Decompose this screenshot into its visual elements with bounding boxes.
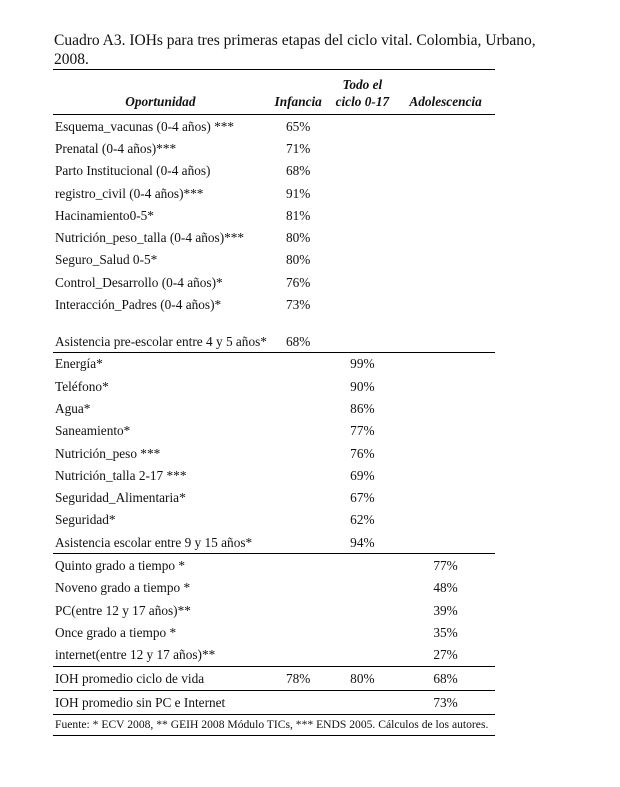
table-row [53, 644, 495, 667]
summary-label: IOH promedio ciclo de vida [55, 670, 205, 686]
row-label: Parto Institucional (0-4 años) [55, 163, 211, 179]
table-row [53, 160, 495, 182]
infancia-value: 71% [286, 140, 311, 156]
summary-label: IOH promedio sin PC e Internet [55, 694, 226, 710]
row-label: Teléfono* [55, 378, 109, 394]
table-row [53, 554, 495, 577]
header-todo-ciclo [329, 70, 397, 115]
infancia-value: 65% [286, 118, 311, 134]
footnote: Fuente: * ECV 2008, ** GEIH 2008 Módulo TICs, *** ENDS 2005. Cálculos de los autores. [55, 717, 489, 731]
row-label: Noveno grado a tiempo * [55, 580, 191, 596]
row-label: Nutrición_peso *** [55, 445, 161, 461]
table-row [53, 397, 495, 419]
summary-adolescencia-value: 73% [433, 694, 458, 710]
group-infancia [53, 115, 495, 353]
table-row [53, 464, 495, 486]
infancia-value: 80% [286, 230, 311, 246]
table-row [53, 204, 495, 226]
row-label: Agua* [55, 400, 91, 416]
table-row [53, 182, 495, 204]
footnote-row [53, 714, 495, 735]
row-label: Seguro_Salud 0-5* [55, 252, 158, 268]
header-infancia: Infancia [274, 94, 322, 109]
row-label: Asistencia pre-escolar entre 4 y 5 años* [55, 333, 267, 349]
row-label: Quinto grado a tiempo * [55, 557, 185, 573]
table-row [53, 226, 495, 248]
table-row [53, 577, 495, 599]
header-oportunidad: Oportunidad [125, 94, 196, 109]
row-label: registro_civil (0-4 años)*** [55, 185, 204, 201]
ciclo-value: 69% [350, 467, 375, 483]
ciclo-value: 77% [350, 423, 375, 439]
ciclo-value: 62% [350, 512, 375, 528]
table-row [53, 316, 495, 353]
ciclo-value: 94% [350, 534, 375, 550]
row-label: Control_Desarrollo (0-4 años)* [55, 274, 223, 290]
ciclo-value: 90% [350, 378, 375, 394]
summary-infancia-value: 78% [286, 670, 311, 686]
header-todo-line2: ciclo 0-17 [335, 94, 390, 109]
ciclo-value: 86% [350, 400, 375, 416]
ciclo-value: 99% [350, 356, 375, 372]
table-row [53, 509, 495, 531]
row-label: Esquema_vacunas (0-4 años) *** [55, 118, 235, 134]
table-row [53, 420, 495, 442]
table-row [53, 115, 495, 138]
row-label: Nutrición_talla 2-17 *** [55, 467, 187, 483]
group-adolescencia [53, 554, 495, 666]
header-todo-line1: Todo el [342, 77, 383, 92]
table-row [53, 293, 495, 315]
table-row [53, 249, 495, 271]
table-row [53, 137, 495, 159]
summary-adolescencia-value: 68% [433, 670, 458, 686]
row-label: Once grado a tiempo * [55, 624, 177, 640]
row-label: Seguridad* [55, 512, 116, 528]
table-row [53, 271, 495, 293]
row-label: Asistencia escolar entre 9 y 15 años* [55, 534, 253, 550]
table-caption: Cuadro A3. IOHs para tres primeras etapas del ciclo vital. Colombia, Urbano, 2008. [54, 32, 536, 68]
row-label: Energía* [55, 356, 103, 372]
table-row [53, 486, 495, 508]
infancia-value: 76% [286, 274, 311, 290]
infancia-value: 68% [286, 163, 311, 179]
adolescencia-value: 27% [433, 647, 458, 663]
adolescencia-value: 35% [433, 624, 458, 640]
ciclo-value: 76% [350, 445, 375, 461]
group-summary [53, 666, 495, 714]
summary-ciclo-value: 80% [350, 670, 375, 686]
row-label: internet(entre 12 y 17 años)** [55, 647, 216, 663]
header-adolescencia: Adolescencia [409, 94, 482, 109]
table-row [53, 442, 495, 464]
row-label: PC(entre 12 y 17 años)** [55, 602, 191, 618]
summary-row-sin-pc [53, 690, 495, 714]
adolescencia-value: 77% [433, 557, 458, 573]
ciclo-value: 67% [350, 490, 375, 506]
table-row [53, 531, 495, 554]
header-row [53, 70, 495, 115]
table-row [53, 352, 495, 375]
infancia-value: 68% [286, 333, 311, 349]
infancia-value: 73% [286, 297, 311, 313]
row-label: Prenatal (0-4 años)*** [55, 140, 177, 156]
table-row [53, 375, 495, 397]
group-ciclo [53, 352, 495, 554]
row-label: Seguridad_Alimentaria* [55, 490, 186, 506]
row-label: Nutrición_peso_talla (0-4 años)*** [55, 230, 245, 246]
table-row [53, 599, 495, 621]
adolescencia-value: 39% [433, 602, 458, 618]
row-label: Hacinamiento0-5* [55, 207, 154, 223]
row-label: Saneamiento* [55, 423, 131, 439]
infancia-value: 91% [286, 185, 311, 201]
summary-row-promedio [53, 666, 495, 690]
infancia-value: 80% [286, 252, 311, 268]
adolescencia-value: 48% [433, 580, 458, 596]
ioh-table [53, 69, 495, 736]
row-label: Interacción_Padres (0-4 años)* [55, 297, 222, 313]
infancia-value: 81% [286, 207, 311, 223]
table-row [53, 621, 495, 643]
